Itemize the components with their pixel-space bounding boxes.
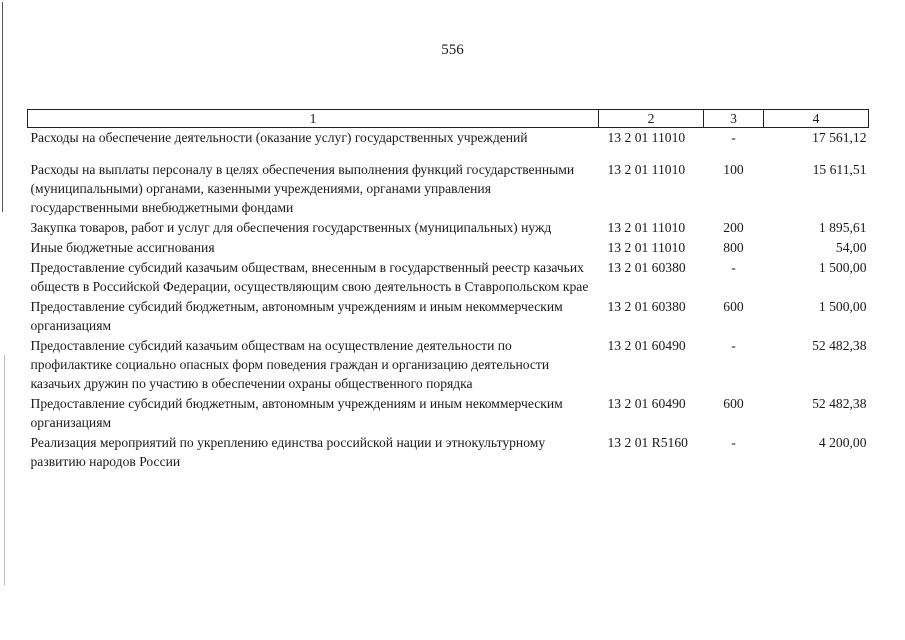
row-name: Закупка товаров, работ и услуг для обеспечения государственных (муниципальных) нужд — [30, 220, 552, 235]
table-row — [28, 238, 869, 258]
row-type: - — [731, 435, 736, 450]
row-name: Расходы на выплаты персоналу в целях обеспечения выполнения функций государственными (муниципальными) органами, казенными учреждениями, органами управления государственными внебюджетными фондами — [30, 162, 575, 215]
column-header-name: 1 — [28, 110, 599, 128]
row-type: - — [731, 260, 736, 275]
table-row — [28, 336, 869, 394]
row-code: 13 2 01 11010 — [607, 162, 686, 177]
row-name: Реализация мероприятий по укреплению единства российской нации и этнокультурному развитию народов России — [30, 435, 546, 469]
table-row — [28, 128, 869, 149]
column-header-amount: 4 — [764, 110, 869, 128]
row-type: 200 — [723, 220, 744, 235]
row-code: 13 2 01 60490 — [607, 396, 686, 411]
row-amount: 4 200,00 — [818, 435, 867, 450]
row-code: 13 2 01 11010 — [607, 130, 686, 145]
row-name: Иные бюджетные ассигнования — [30, 240, 215, 255]
row-name: Предоставление субсидий казачьим обществам на осуществление деятельности по профилактике социально опасных форм поведения граждан и организацию деятельности казачьих дружин по участию в обеспечении охраны общественного порядка — [30, 338, 550, 391]
row-name: Предоставление субсидий казачьим обществам, внесенным в государственный реестр казачьих обществ в Российской Федерации, осуществляющим свою деятельность в Ставропольском крае — [30, 260, 589, 294]
row-code: 13 2 01 60490 — [607, 338, 686, 353]
row-name: Расходы на обеспечение деятельности (оказание услуг) государственных учреждений — [30, 130, 528, 145]
table-row — [28, 433, 869, 472]
table-row — [28, 258, 869, 297]
table-row — [28, 160, 869, 218]
page-edge-line — [2, 2, 3, 212]
row-amount: 1 500,00 — [818, 299, 867, 314]
row-code: 13 2 01 11010 — [607, 220, 686, 235]
row-amount: 1 895,61 — [818, 220, 867, 235]
row-type: 100 — [723, 162, 744, 177]
page-edge-line — [4, 355, 5, 585]
page-number: 556 — [441, 42, 464, 58]
row-amount: 52 482,38 — [812, 338, 867, 353]
column-header-type: 3 — [704, 110, 764, 128]
table-row — [28, 394, 869, 433]
row-spacer — [28, 148, 869, 160]
row-amount: 1 500,00 — [818, 260, 867, 275]
row-amount: 15 611,51 — [812, 162, 867, 177]
table-row — [28, 218, 869, 238]
row-name: Предоставление субсидий бюджетным, автономным учреждениям и иным некоммерческим организациям — [30, 396, 563, 430]
row-type: 600 — [723, 299, 744, 314]
row-type: 600 — [723, 396, 744, 411]
row-amount: 54,00 — [835, 240, 867, 255]
table-row — [28, 297, 869, 336]
column-header-code: 2 — [599, 110, 704, 128]
row-name: Предоставление субсидий бюджетным, автономным учреждениям и иным некоммерческим организациям — [30, 299, 563, 333]
row-code: 13 2 01 60380 — [607, 260, 686, 275]
row-type: - — [731, 130, 736, 145]
table-header-row — [28, 110, 869, 128]
row-amount: 17 561,12 — [812, 130, 867, 145]
row-amount: 52 482,38 — [812, 396, 867, 411]
budget-table — [27, 109, 869, 472]
row-code: 13 2 01 R5160 — [607, 435, 688, 450]
row-type: - — [731, 338, 736, 353]
row-type: 800 — [723, 240, 744, 255]
row-code: 13 2 01 11010 — [607, 240, 686, 255]
row-code: 13 2 01 60380 — [607, 299, 686, 314]
